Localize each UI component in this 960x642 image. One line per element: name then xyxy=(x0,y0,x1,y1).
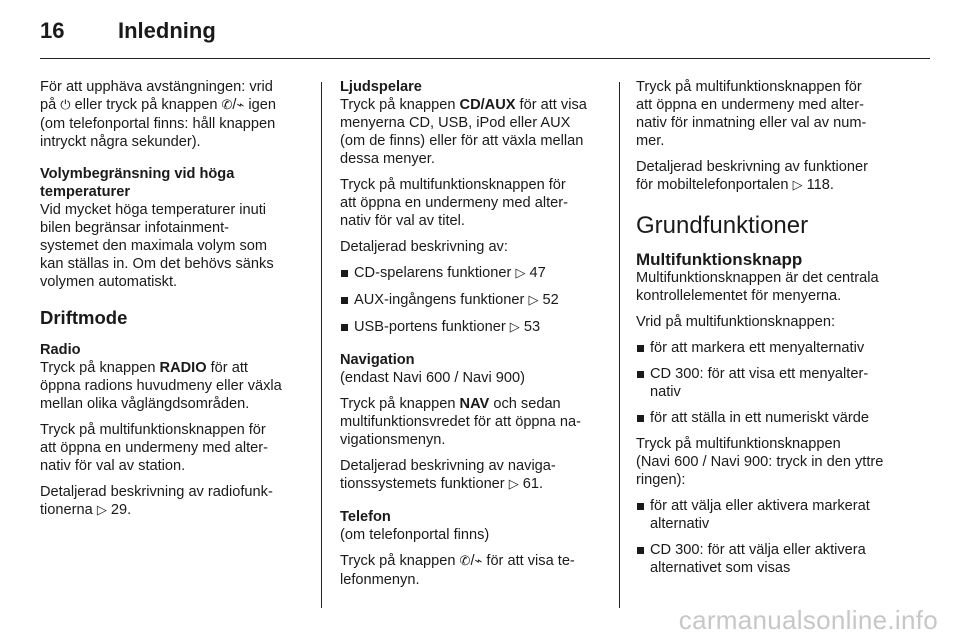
list-item: AUX-ingångens funktioner ▷ 52 xyxy=(340,291,608,310)
page-ref-arrow-icon: ▷ xyxy=(515,266,526,281)
page-ref-arrow-icon: ▷ xyxy=(96,503,107,518)
paragraph-tryck: Tryck på multifunktionsknappen (Navi 600 / Navi 900: tryck in den yttre ringen): xyxy=(636,436,884,488)
heading-grundfunktioner: Grundfunktioner xyxy=(636,212,809,239)
column-divider-1 xyxy=(321,82,322,608)
page-ref-arrow-icon: ▷ xyxy=(508,477,519,492)
page-ref-link[interactable]: 118. xyxy=(806,177,834,193)
header-rule xyxy=(40,58,930,59)
list-item: CD 300: för att välja eller aktivera alternativet som visas xyxy=(636,541,904,577)
paragraph-ljud-desc: Detaljerad beskrivning av: xyxy=(340,239,508,255)
paragraph-unmute: För att upphäva avstängningen: vrid på ⏻ eller tryck på knappen ✆/⌁ igen (om telefonportal finns: håll knappen intryckt några sekunder). xyxy=(40,79,276,150)
phone-icon: ✆ xyxy=(459,554,471,569)
phone-icon: ✆ xyxy=(221,98,233,113)
heading-multifunktionsknapp: Multifunktionsknapp xyxy=(636,250,803,269)
list-item: USB-portens funktioner ▷ 53 xyxy=(340,318,608,337)
paragraph-phone-reference: Detaljerad beskrivning av funktioner för mobiltelefonportalen ▷ 118. xyxy=(636,159,869,193)
page-ref-link[interactable]: 29. xyxy=(110,502,132,518)
paragraph-telefon-note: (om telefonportal finns) xyxy=(340,527,490,543)
paragraph-navigation-note: (endast Navi 600 / Navi 900) xyxy=(340,370,525,386)
page-ref-link[interactable]: 61. xyxy=(522,476,544,492)
list-item: CD 300: för att visa ett menyalter- nativ xyxy=(636,365,904,401)
heading-telefon: Telefon xyxy=(340,509,391,525)
page-number: 16 xyxy=(40,18,65,43)
paragraph-phone-submenu: Tryck på multifunktionsknappen för att öppna en undermeny med alter- nativ för inmatning eller val av num- mer. xyxy=(636,79,867,149)
heading-driftmode: Driftmode xyxy=(40,307,128,328)
list-item: CD-spelarens funktioner ▷ 47 xyxy=(340,264,608,283)
column-right xyxy=(636,78,904,585)
column-middle xyxy=(340,78,608,597)
heading-navigation: Navigation xyxy=(340,352,415,368)
heading-ljudspelare: Ljudspelare xyxy=(340,79,422,95)
page-ref-arrow-icon: ▷ xyxy=(528,293,539,308)
page-ref-link[interactable]: 47 xyxy=(529,265,546,281)
page-ref-arrow-icon: ▷ xyxy=(509,320,520,335)
list-item: för att ställa in ett numeriskt värde xyxy=(636,409,904,427)
paragraph-radio-submenu: Tryck på multifunktionsknappen för att öppna en undermeny med alter- nativ för val av station. xyxy=(40,422,268,474)
paragraph-telefon: Tryck på knappen ✆/⌁ för att visa te- lefonmenyn. xyxy=(340,553,575,588)
chapter-title: Inledning xyxy=(118,18,216,43)
paragraph-ljud-submenu: Tryck på multifunktionsknappen för att öppna en undermeny med alter- nativ för val av titel. xyxy=(340,177,568,229)
paragraph-navigation-reference: Detaljerad beskrivning av naviga- tionssystemets funktioner ▷ 61. xyxy=(340,458,556,492)
paragraph-radio: Tryck på knappen RADIO för att öppna radions huvudmeny eller växla mellan olika våglängdsområden. xyxy=(40,360,282,412)
power-icon: ⏻ xyxy=(60,98,71,113)
paragraph-multifunktion: Multifunktionsknappen är det centrala kontrollelementet för menyerna. xyxy=(636,270,879,304)
heading-volume-limit: Volymbegränsning vid höga temperaturer xyxy=(40,166,235,200)
paragraph-radio-reference: Detaljerad beskrivning av radiofunk- tionerna ▷ 29. xyxy=(40,484,273,518)
heading-radio: Radio xyxy=(40,342,81,358)
paragraph-vrid: Vrid på multifunktionsknappen: xyxy=(636,314,836,330)
paragraph-volume-limit: Vid mycket höga temperaturer inuti bilen begränsar infotainment- systemet den maximala volym som kan ställas in. Om det behövs sänks volymen automatiskt. xyxy=(40,202,274,290)
page-ref-link[interactable]: 52 xyxy=(542,292,559,308)
column-divider-2 xyxy=(619,82,620,608)
page-ref-arrow-icon: ▷ xyxy=(792,178,803,193)
column-left xyxy=(40,78,308,528)
page-ref-link[interactable]: 53 xyxy=(523,319,541,335)
paragraph-navigation: Tryck på knappen NAV och sedan multifunktionsvredet för att öppna na- vigationsmenyn. xyxy=(340,396,581,448)
paragraph-ljudspelare: Tryck på knappen CD/AUX för att visa menyerna CD, USB, iPod eller AUX (om de finns) eller för att växla mellan dessa menyer. xyxy=(340,97,587,167)
list-item: för att markera ett menyalternativ xyxy=(636,339,904,357)
hangup-icon: ⌁ xyxy=(236,98,245,113)
hangup-icon: ⌁ xyxy=(474,554,483,569)
watermark: carmanualsonline.info xyxy=(678,605,938,635)
list-item: för att välja eller aktivera markerat alternativ xyxy=(636,497,904,533)
